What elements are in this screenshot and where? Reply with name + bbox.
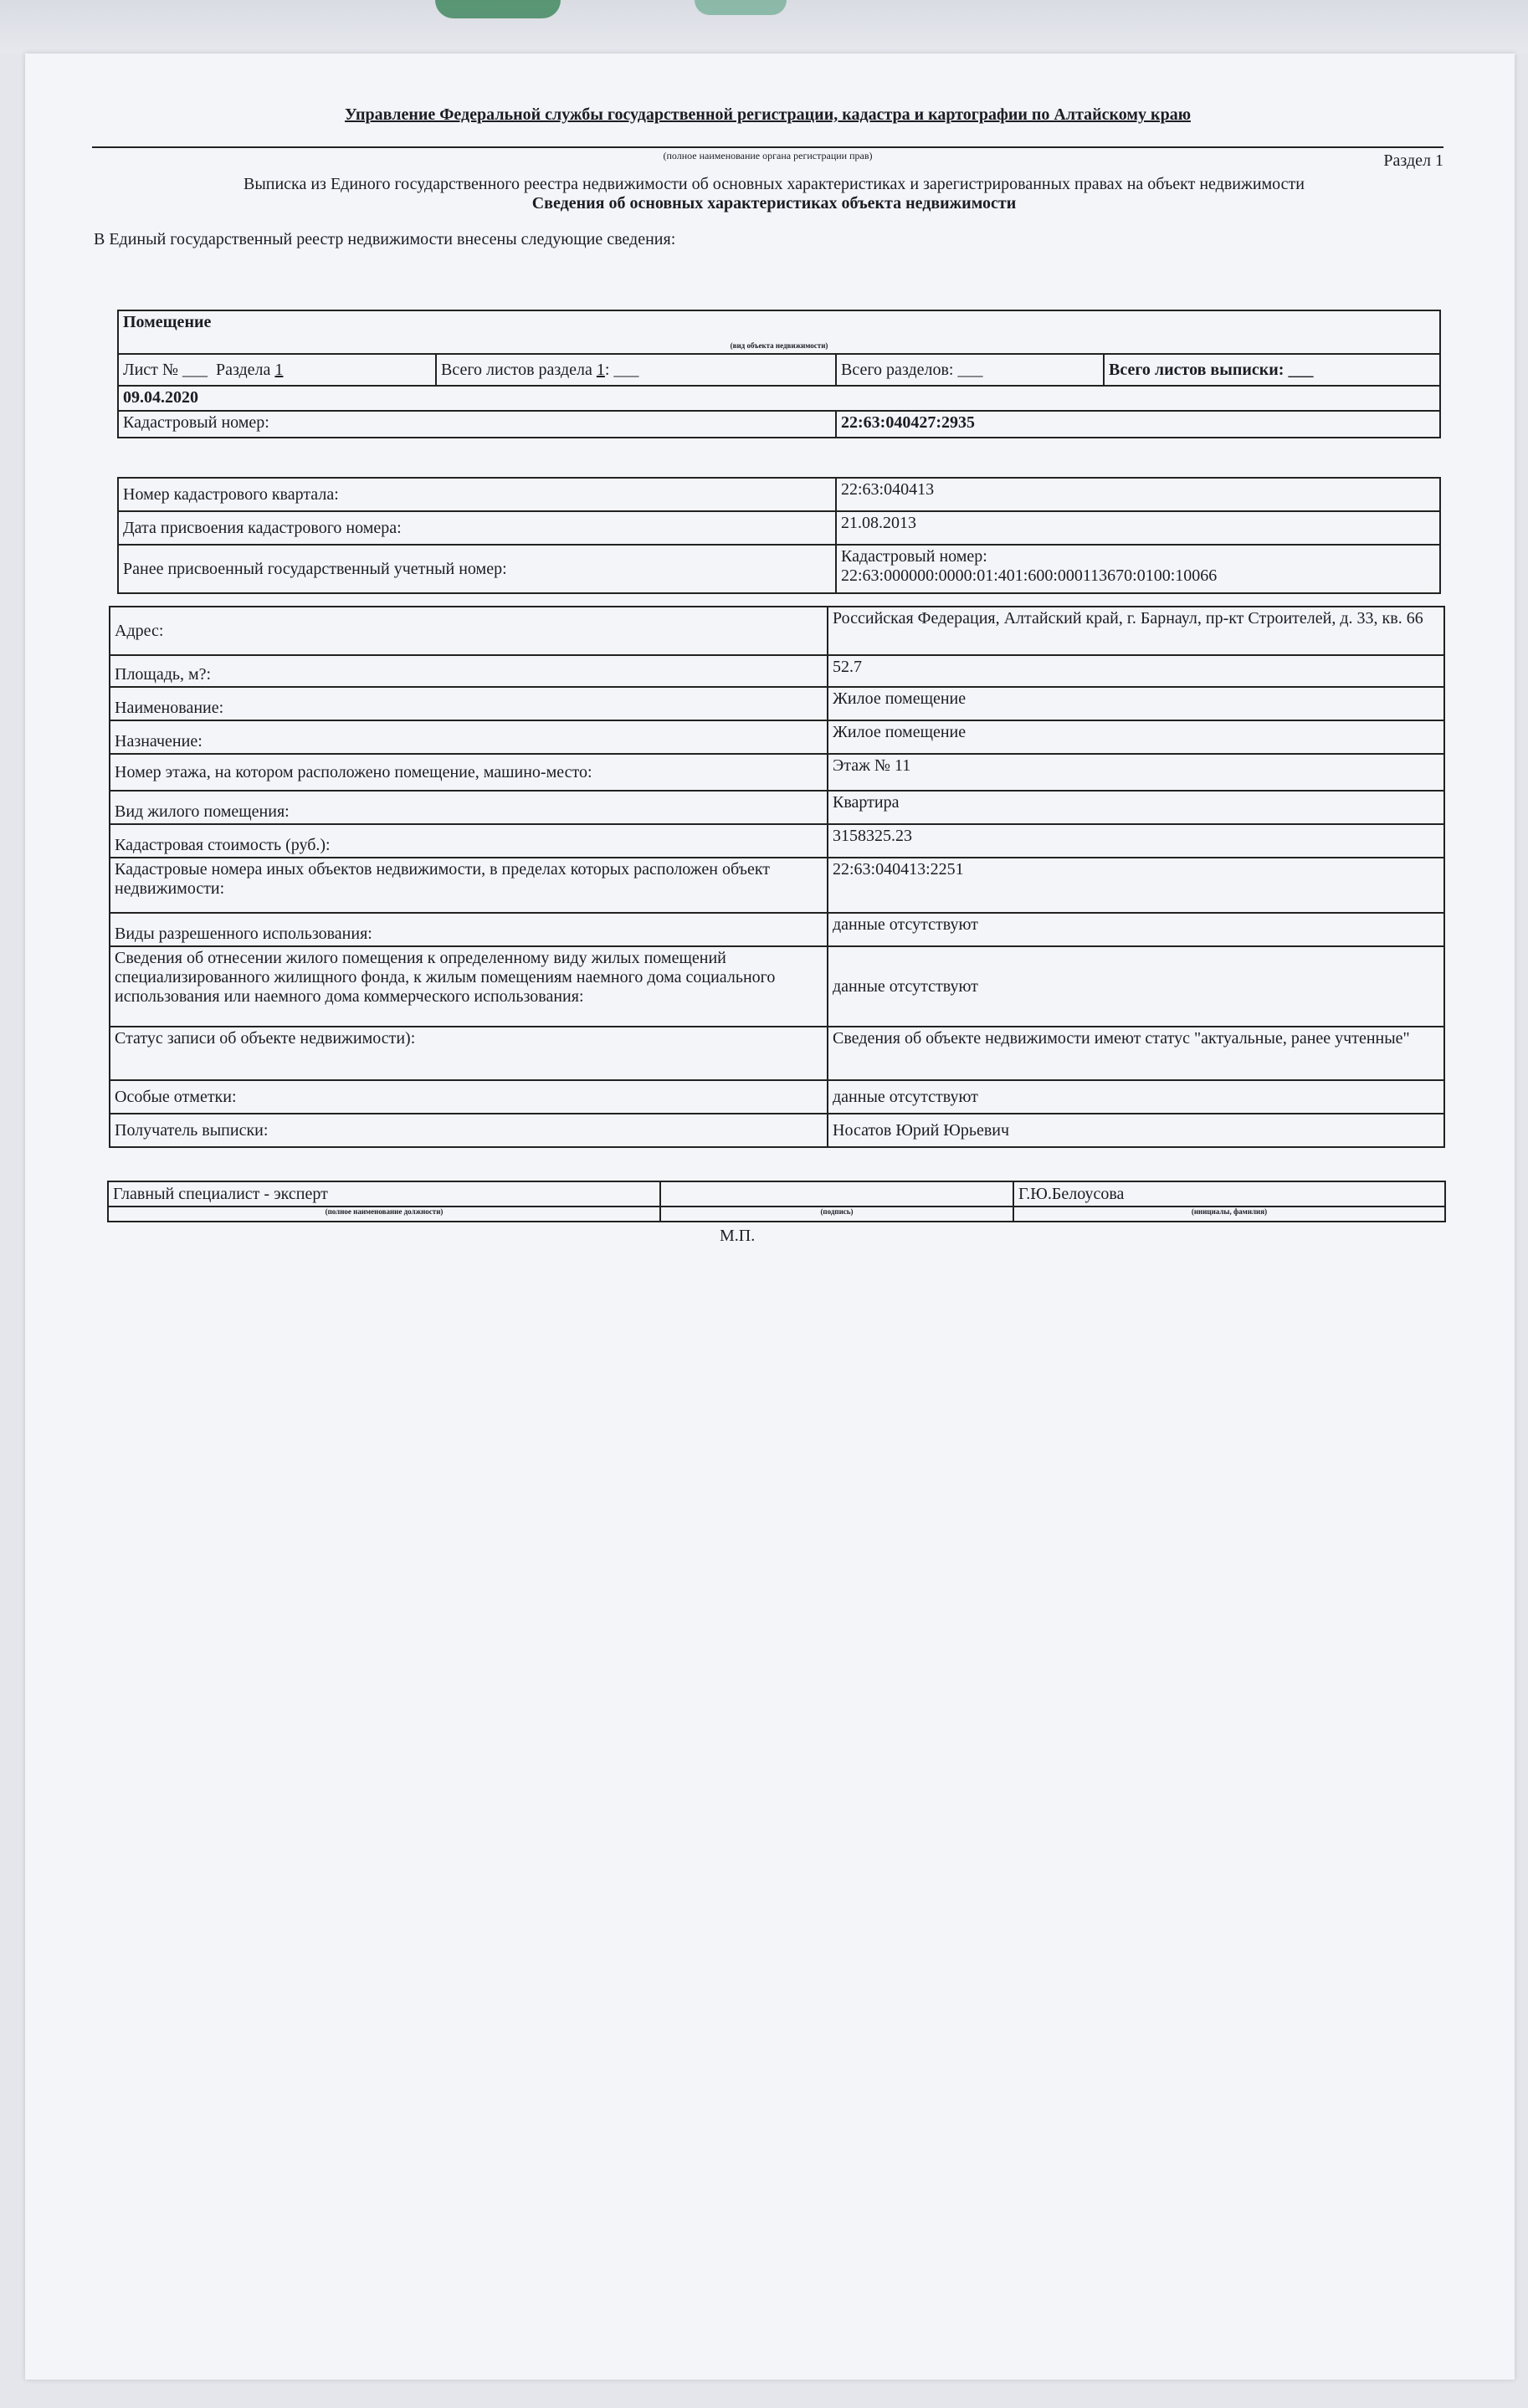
organization-underline [92,146,1443,148]
name-value: Жилое помещение [828,687,1444,720]
record-status-label: Статус записи об объекте недвижимости): [110,1027,828,1080]
name-label: Наименование: [110,687,828,720]
special-housing-value: данные отсутствуют [828,946,1444,1027]
object-type-cell [118,334,1440,354]
record-status-value: Сведения об объекте недвижимости имеют статус "актуальные, ранее учтенные" [828,1027,1444,1080]
address-value: Российская Федерация, Алтайский край, г. Барнаул, пр-кт Строителей, д. 33, кв. 66 [828,607,1444,655]
excerpt-subtitle: Сведения об основных характеристиках объекта недвижимости [531,194,1017,213]
sheets-in-section-cell [436,354,836,386]
field-label: Номер кадастрового квартала: [118,478,836,511]
section-label: Раздел 1 [1383,151,1443,170]
total-sheets-label: Всего листов выписки: ___ [1104,354,1440,386]
field-value: 21.08.2013 [836,511,1440,545]
cadastral-number-label: Кадастровый номер: [118,411,836,438]
object-type: Помещение [118,310,1440,334]
special-marks-label: Особые отметки: [110,1080,828,1114]
section-of-label: Раздела [215,360,271,379]
area-value: 52.7 [828,655,1444,687]
signer-name: Г.Ю.Белоусова [1013,1181,1445,1207]
organization-caption: (полное наименование органа регистрации прав) [663,150,873,161]
field-value-second-line: 22:63:000000:0000:01:401:600:000113670:0100:10066 [841,566,1218,585]
special-housing-label: Сведения об отнесении жилого помещения к определенному виду жилых помещений специализированного жилищного фонда, к жилым помещениям наемного дома социального использования или наемного дома коммерческого использования: [110,946,828,1027]
background-logo-fragment [435,0,561,18]
area-label: Площадь, м?: [110,655,828,687]
permitted-use-label: Виды разрешенного использования: [110,913,828,946]
position-caption: (полное наименование должности) [108,1207,660,1222]
premises-type-value: Квартира [828,791,1444,824]
permitted-use-value: данные отсутствуют [828,913,1444,946]
signature-table [107,1181,1446,1222]
address-label: Адрес: [110,607,828,655]
field-label: Ранее присвоенный государственный учетный номер: [118,545,836,593]
quarter-info-table [117,477,1441,594]
section-of-value: 1 [274,360,284,379]
name-caption: (инициалы, фамилия) [1013,1207,1445,1222]
stamp-place-label: М.П. [720,1227,756,1245]
premises-type-label: Вид жилого помещения: [110,791,828,824]
field-label: Дата присвоения кадастрового номера: [118,511,836,545]
sheet-info-cell [118,354,436,386]
sheet-number-label: Лист № ___ [123,360,208,379]
field-value: 22:63:040413 [836,478,1440,511]
recipient-label: Получатель выписки: [110,1114,828,1147]
signature-caption: (подпись) [660,1207,1013,1222]
floor-label: Номер этажа, на котором расположено помещение, машино-место: [110,754,828,791]
purpose-value: Жилое помещение [828,720,1444,754]
recipient-value: Носатов Юрий Юрьевич [828,1114,1444,1147]
cadastral-value-label: Кадастровая стоимость (руб.): [110,824,828,858]
organization-name: Управление Федеральной службы государственной регистрации, кадастра и картографии по Алтайскому краю [345,105,1191,124]
floor-value: Этаж № 11 [828,754,1444,791]
cadastral-value-value: 3158325.23 [828,824,1444,858]
sheets-in-section-value: 1 [596,360,605,379]
signer-position: Главный специалист - эксперт [108,1181,660,1207]
cadastral-number-value: 22:63:040427:2935 [836,411,1440,438]
purpose-label: Назначение: [110,720,828,754]
excerpt-date: 09.04.2020 [118,386,1440,411]
object-header-table [117,310,1441,438]
field-value: Кадастровый номер: [841,547,987,566]
excerpt-title: Выписка из Единого государственного реестра недвижимости об основных характеристиках и зарегистрированных правах на объект недвижимости [243,175,1305,193]
intro-text: В Единый государственный реестр недвижимости внесены следующие сведения: [94,230,676,248]
sheets-in-section-label: Всего листов раздела [441,360,592,379]
sheets-in-section-tail: : ___ [604,360,639,379]
total-sections-label: Всего разделов: ___ [836,354,1104,386]
object-characteristics-table [109,606,1445,1148]
field-value-cell [836,545,1440,593]
background-logo-fragment [695,0,787,15]
signer-signature [660,1181,1013,1207]
parent-objects-value: 22:63:040413:2251 [828,858,1444,913]
parent-objects-label: Кадастровые номера иных объектов недвижимости, в пределах которых расположен объект недвижимости: [110,858,828,913]
object-type-caption: (вид объекта недвижимости) [730,341,828,350]
special-marks-value: данные отсутствуют [828,1080,1444,1114]
